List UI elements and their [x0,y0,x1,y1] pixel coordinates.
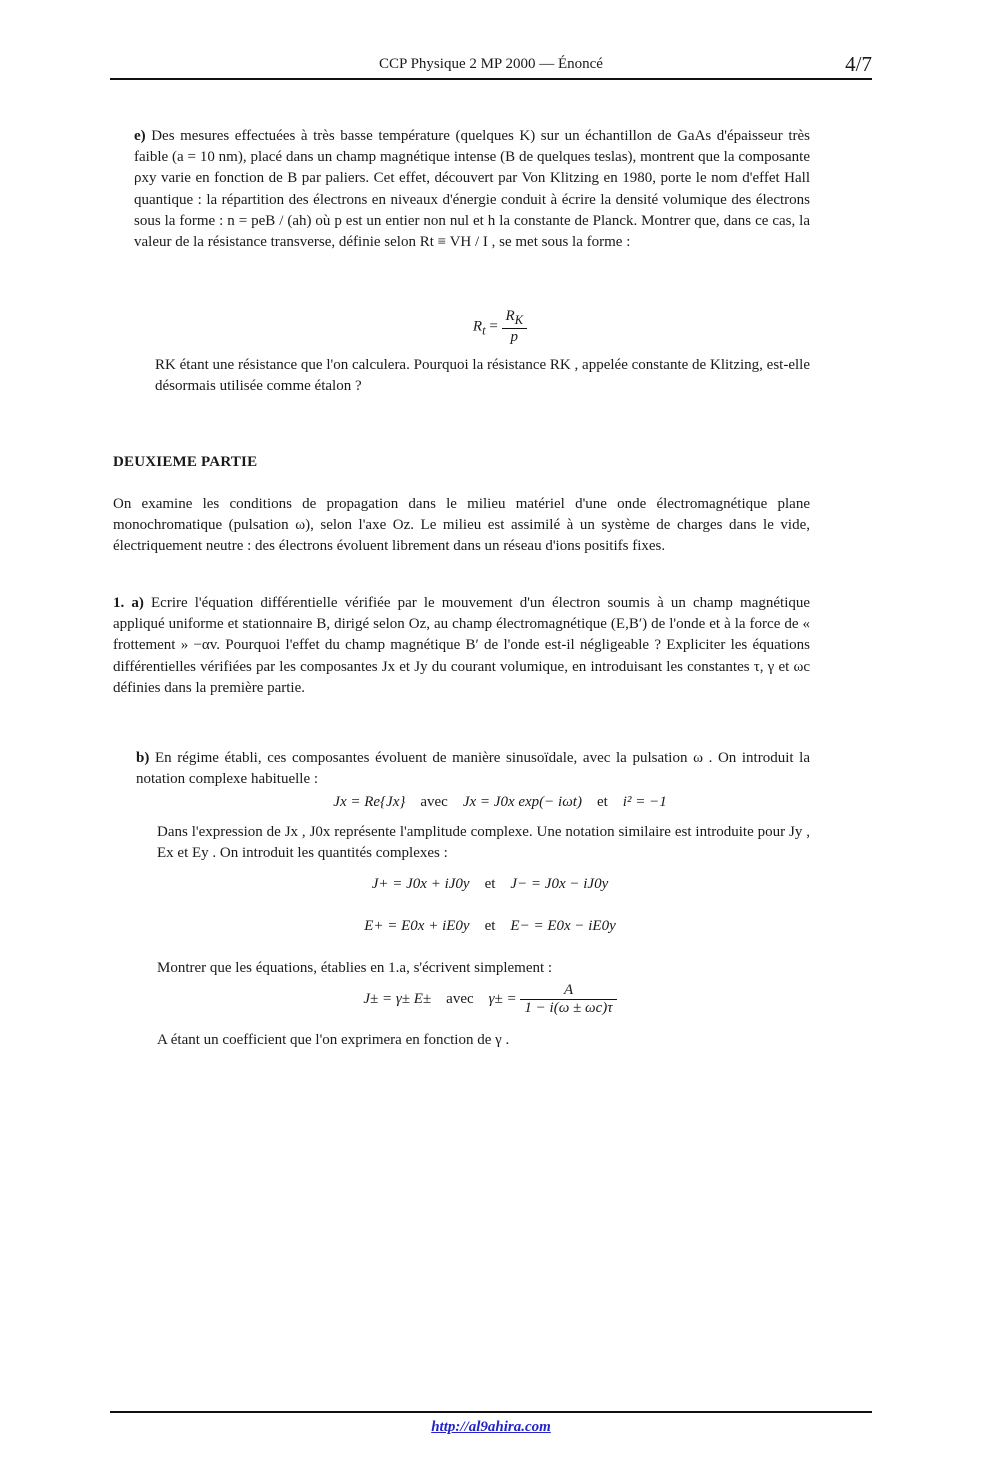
equation-j-plus: J+ = J0x + iJ0y [371,876,470,892]
question-1a-label: a) [131,595,144,611]
equation-e-plus: E+ = E0x + iE0y [364,918,470,934]
equation-rt-lhs: R [472,318,483,335]
footer-rule [110,1411,872,1413]
equation-final-gamma: γ± = [488,990,517,1007]
question-e [134,126,810,253]
equation-e-et: et [484,918,496,934]
equation-rt-fraction [502,308,528,346]
equation-rt-numerator-sub: K [514,313,524,327]
equation-final [280,982,700,1017]
equation-jx-mid: Jx = J0x exp(− iωt) [462,794,582,810]
equation-final-lhs: J± = γ± E± [363,990,432,1007]
header-rule [110,78,872,80]
question-1b-text4: A étant un coefficient que l'on exprimera en fonction de γ . [157,1032,510,1048]
equation-e-minus: E− = E0x − iE0y [510,918,616,934]
equation-j-minus: J− = J0x − iJ0y [510,876,609,892]
equation-rt-numerator: R [505,308,515,324]
equation-final-avec: avec [446,990,474,1007]
equation-jx-et: et [596,794,608,810]
question-1b-text1: En régime établi, ces composantes évoluent de manière sinusoïdale, avec la pulsation ω . On introduit la notation complexe habituelle : [136,750,811,788]
equation-jx [200,794,800,811]
question-1a [113,593,810,699]
equation-jx-right: i² = −1 [622,794,667,810]
part2-intro: On examine les conditions de propagation dans le milieu matériel d'une onde électromagnétique plane monochromatique (pulsation ω), selon l'axe Oz. Le milieu est assimilé à un système de charges dans le vide, électriquement neutre : des électrons évoluent librement dans un réseau d'ions positifs fixes. [113,496,810,555]
equation-rt: $R_t$ = $\frac{R_K}{p}$ [380,308,620,346]
page-number: 4/7 [845,52,872,76]
part2-heading: DEUXIEME PARTIE [113,454,258,470]
equation-jx-left: Jx = Re{Jx} [333,794,406,810]
header-title: CCP Physique 2 MP 2000 — Énoncé [379,56,603,72]
equation-j-pm [260,876,720,893]
equation-jx-avec: avec [420,794,448,810]
equation-final-fraction [520,982,616,1017]
equation-final-numerator: A [520,982,616,1000]
question-1b-text2: Dans l'expression de Jx , J0x représente l'amplitude complexe. Une notation similaire est introduite pour Jy , Ex et Ey . On introduit les quantités complexes : [157,824,810,862]
question-1a-text: Ecrire l'équation différentielle vérifiée par le mouvement d'un électron soumis à un champ magnétique appliqué uniforme et stationnaire B, dirigé selon Oz, au champ électromagnétique (E,B′) de l'onde et à la force de « frottement » −αv. Pourquoi l'effet du champ magnétique B′ de l'onde est-il négligeable ? Expliciter les équations différentielles vérifiées par les composantes Jx et Jy du courant volumique, en introduisant les constantes τ, γ et ωc définies dans la première partie. [113,595,811,696]
question-e-text: Des mesures effectuées à très basse température (quelques K) sur un échantillon de GaAs d'épaisseur très faible (a = 10 nm), placé dans un champ magnétique intense (B de quelques teslas), montrent que la composante ρxy varie en fonction de B par paliers. Cet effet, découvert par Von Klitzing en 1980, porte le nom d'effet Hall quantique : la répartition des électrons en niveaux d'énergie conduit à écrire la densité volumique des électrons sous la forme : n = peB / (ah) où p est un entier non nul et h la constante de Planck. Montrer que, dans ce cas, la valeur de la résistance transverse, définie selon Rt ≡ VH / I , se met sous la forme : [134,128,811,251]
question-1b [136,748,810,790]
question-1-label: 1. [113,595,125,611]
equation-e-pm [260,918,720,935]
equation-final-denominator: 1 − i(ω ± ωc)τ [524,1000,613,1016]
equation-rt-denominator: p [510,329,519,345]
question-1b-label: b) [136,750,150,766]
question-e-label: e) [134,128,146,144]
question-1b-text3: Montrer que les équations, établies en 1.a, s'écrivent simplement : [157,960,553,976]
footer-link[interactable]: http://al9ahira.com [431,1419,551,1435]
equation-rt-lhs-sub: t [482,323,486,338]
question-e-after: RK étant une résistance que l'on calculera. Pourquoi la résistance RK , appelée constante de Klitzing, est-elle désormais utilisée comme étalon ? [155,357,810,395]
equation-j-et: et [484,876,496,892]
